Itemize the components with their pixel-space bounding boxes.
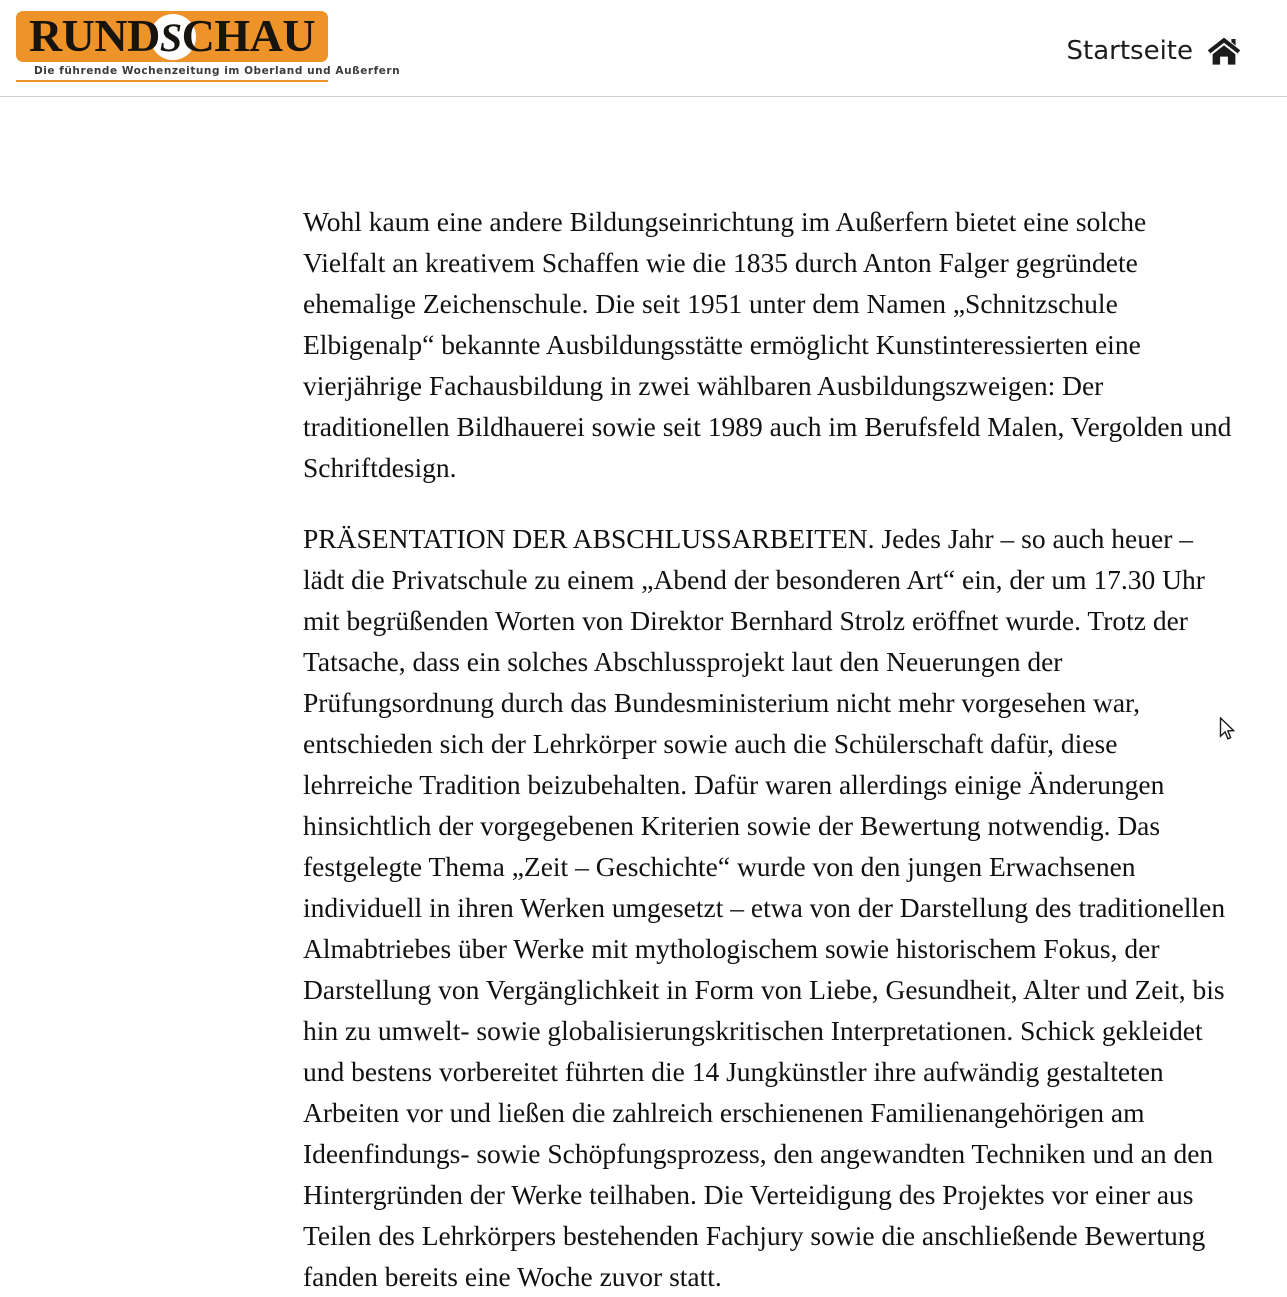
site-logo-link[interactable] (16, 11, 401, 82)
home-icon (1207, 36, 1241, 66)
logo-wordmark (16, 13, 328, 61)
article-paragraph-1: Wohl kaum eine andere Bildungseinrichtung im Außerfern bietet eine solche Vielfalt an kreativem Schaffen wie die 1835 durch Anton Falger gegründete ehemalige Zeichenschule. Die seit 1951 unter dem Namen „Schnitzschule Elbigenalp“ bekannte Ausbildungsstätte ermöglicht Kunstinteressierten eine vierjährige Fachausbildung in zwei wählbaren Ausbildungszweigen: Der traditionellen Bildhauerei sowie seit 1989 auch im Berufsfeld Malen, Vergolden und Schriftdesign. (303, 206, 1232, 483)
nav-home-label: Startseite (1066, 36, 1193, 66)
article-body (303, 201, 1233, 1297)
logo-wordmark-s: S (159, 14, 182, 60)
logo-wordmark-part2: CHAU (181, 11, 316, 61)
logo-wordmark-part1: RUND (28, 11, 160, 61)
logo-plate (16, 11, 328, 62)
logo-tagline: Die führende Wochenzeitung im Oberland und Außerfern (16, 65, 328, 82)
site-header (0, 0, 1287, 97)
article-paragraph-2: PRÄSENTATION DER ABSCHLUSSARBEITEN. Jedes Jahr – so auch heuer – lädt die Privatschule zu einem „Abend der besonderen Art“ ein, der um 17.30 Uhr mit begrüßenden Worten von Direktor Bernhard Strolz eröffnet wurde. Trotz der Tatsache, dass ein solches Abschlussprojekt laut den Neuerungen der Prüfungsordnung durch das Bundesministerium nicht mehr vorgesehen war, entschieden sich der Lehrkörper sowie auch die Schülerschaft dafür, diese lehrreiche Tradition beizubehalten. Dafür waren allerdings einige Änderungen hinsichtlich der vorgegebenen Kriterien sowie der Bewertung notwendig. Das festgelegte Thema „Zeit – Geschichte“ wurde von den jungen Erwachsenen individuell in ihren Werken umgesetzt – etwa von der Darstellung des traditionellen Almabtriebes über Werke mit mythologischem sowie historischem Fokus, der Darstellung von Vergänglichkeit in Form von Liebe, Gesundheit, Alter und Zeit, bis hin zu umwelt- sowie globalisierungskritischen Interpretationen. Schick gekleidet und bestens vorbereitet führten die 14 Jungkünstler ihre aufwändig gestalteten Arbeiten vor und ließen die zahlreich erschienenen Familienangehörigen am Ideenfindungs- sowie Schöpfungsprozess, den angewandten Techniken und an den Hintergründen der Werke teilhaben. Die Verteidigung des Projektes vor einer aus Teilen des Lehrkörpers bestehenden Fachjury sowie die anschließende Bewertung fanden bereits eine Woche zuvor statt. (303, 523, 1226, 1292)
nav-home-link[interactable] (1067, 36, 1241, 66)
